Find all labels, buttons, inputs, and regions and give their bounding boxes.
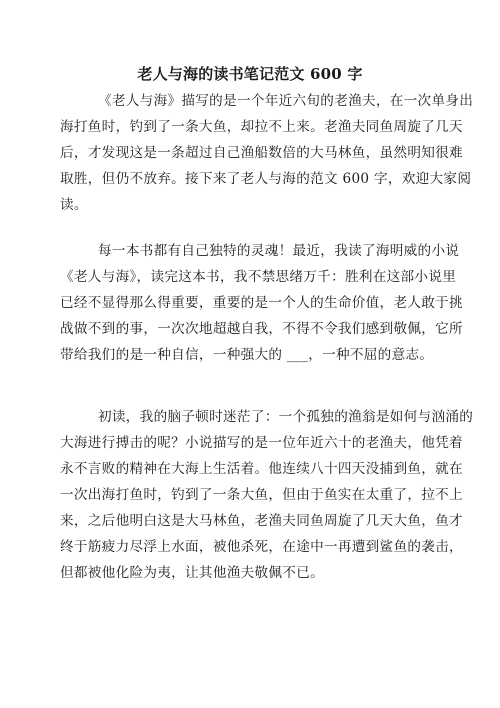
paragraph-line: 一次出海打鱼时，钓到了一条大鱼，但由于鱼实在太重了，拉不上 (60, 487, 463, 503)
paragraph-line: 大海进行搏击的呢？小说描写的是一位年近六十的老渔夫，他凭着 (60, 435, 463, 451)
paragraph-line: 读。 (60, 197, 88, 213)
paragraph-line: 取胜，但仍不放弃。接下来了老人与海的范文 600 字，欢迎大家阅 (60, 171, 472, 187)
paragraph-line: 已经不显得那么得重要，重要的是一个人的生命价值，老人敢于挑 (60, 295, 463, 311)
paragraph-line: 《老人与海》，读完这本书，我不禁思绪万千：胜利在这部小说里 (60, 269, 457, 285)
paragraph-3 (60, 404, 474, 586)
paragraph-line: 每一本书都有自己独特的灵魂！最近，我读了海明威的小说 (98, 243, 460, 259)
document-title: 老人与海的读书笔记范文 600 字 (137, 65, 363, 83)
paragraph-line: 《老人与海》描写的是一个年近六旬的老渔夫，在一次单身出 (98, 93, 474, 109)
paragraph-2 (60, 238, 463, 368)
paragraph-line: 来，之后他明白这是大马林鱼，老渔夫同鱼周旋了几天大鱼，鱼才 (60, 513, 463, 529)
paragraph-line: 带给我们的是一种自信，一种强大的 ___，一种不屈的意志。 (60, 347, 434, 363)
paragraph-1 (60, 88, 474, 218)
paragraph-line: 但都被他化险为夷，让其他渔夫敬佩不已。 (60, 565, 324, 581)
paragraph-line: 后，才发现这是一条超过自己渔船数倍的大马林鱼，虽然明知很难 (60, 145, 463, 161)
paragraph-line: 海打鱼时，钓到了一条大鱼，却拉不上来。老渔夫同鱼周旋了几天 (60, 119, 463, 135)
paragraph-line: 初读，我的脑子顿时迷茫了：一个孤独的渔翁是如何与汹涌的 (98, 409, 474, 425)
paragraph-line: 永不言败的精神在大海上生活着。他连续八十四天没捕到鱼，就在 (60, 461, 463, 477)
paragraph-line: 战做不到的事，一次次地超越自我，不得不令我们感到敬佩，它所 (60, 321, 463, 337)
paragraph-line: 终于筋疲力尽浮上水面，被他杀死，在途中一再遭到鲨鱼的袭击， (60, 539, 463, 555)
